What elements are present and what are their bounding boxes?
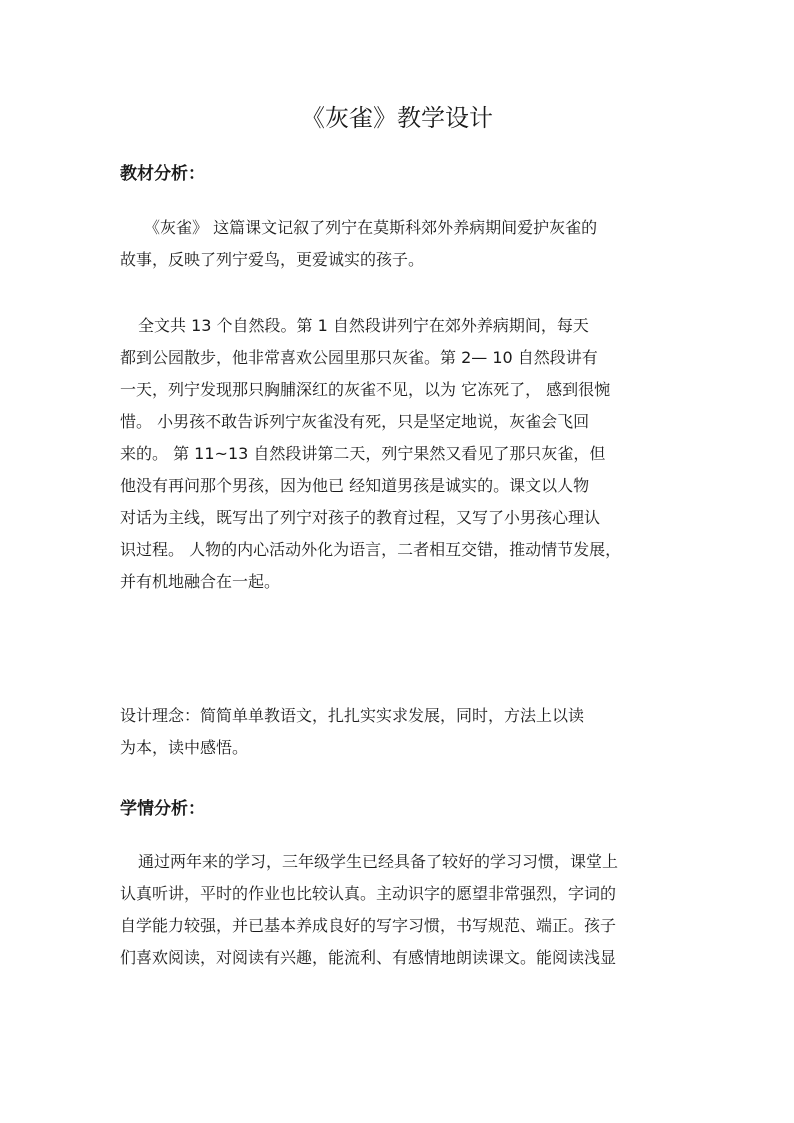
paragraph-student-analysis [120, 846, 680, 974]
text-line: 自学能力较强，并已基本养成良好的写字习惯，书写规范、端正。孩子 [120, 916, 617, 935]
paragraph-textbook-summary [120, 310, 680, 598]
text-line: 一天，列宁发现那只胸脯深红的灰雀不见，以为 它冻死了， 感到很惋 [120, 380, 611, 399]
text-line: 《灰雀》 这篇课文记叙了列宁在莫斯科郊外养病期间爱护灰雀的 [144, 218, 598, 237]
document-title: 《灰雀》教学设计 [301, 104, 493, 132]
text-line: 都到公园散步，他非常喜欢公园里那只灰雀。第 2— 10 自然段讲有 [120, 348, 598, 367]
text-line: 并有机地融合在一起。 [120, 572, 281, 591]
section-heading-student-analysis: 学情分析： [120, 799, 205, 819]
text-line: 设计理念：简简单单教语文，扎扎实实求发展，同时，方法上以读 [120, 706, 585, 725]
text-line: 故事，反映了列宁爱鸟，更爱诚实的孩子。 [120, 250, 425, 269]
text-line: 们喜欢阅读，对阅读有兴趣，能流利、有感情地朗读课文。能阅读浅显 [120, 948, 617, 967]
text-line: 他没有再问那个男孩，因为他已 经知道男孩是诚实的。课文以人物 [120, 476, 590, 495]
text-line: 来的。 第 11~13 自然段讲第二天，列宁果然又看见了那只灰雀，但 [120, 444, 606, 463]
text-line: 认真听讲，平时的作业也比较认真。主动识字的愿望非常强烈，字词的 [120, 884, 617, 903]
text-line: 惜。 小男孩不敢告诉列宁灰雀没有死，只是坚定地说，灰雀会飞回 [120, 412, 590, 431]
text-line: 对话为主线，既写出了列宁对孩子的教育过程，又写了小男孩心理认 [120, 508, 601, 527]
text-line: 通过两年来的学习，三年级学生已经具备了较好的学习习惯，课堂上 [138, 852, 619, 871]
paragraph-textbook-intro [120, 212, 680, 276]
paragraph-design-philosophy [120, 700, 680, 764]
text-line: 为本，读中感悟。 [120, 738, 249, 757]
text-line: 全文共 13 个自然段。第 1 自然段讲列宁在郊外养病期间，每天 [138, 316, 589, 335]
text-line: 识过程。 人物的内心活动外化为语言，二者相互交错，推动情节发展， [120, 540, 622, 559]
section-heading-textbook-analysis: 教材分析： [120, 164, 205, 184]
